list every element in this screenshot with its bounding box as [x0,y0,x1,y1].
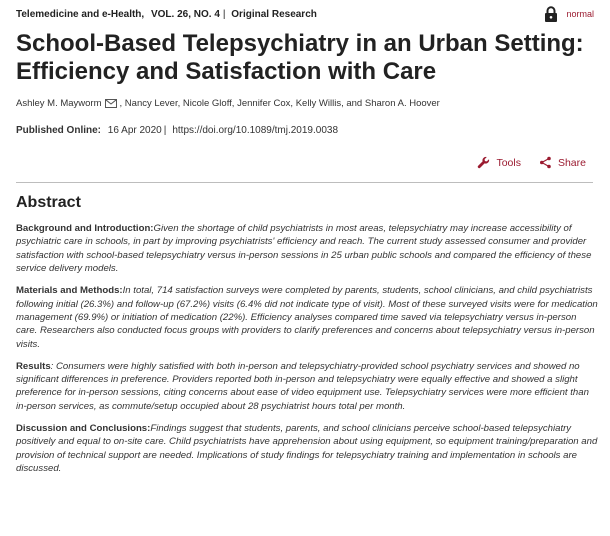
author-first[interactable]: Ashley M. Mayworm [16,98,102,109]
wrench-icon [477,156,490,169]
lock-icon [544,6,558,22]
share-icon [539,156,552,169]
journal-name[interactable]: Telemedicine and e-Health, [16,9,145,20]
author-rest[interactable]: , Nancy Lever, Nicole Gloff, Jennifer Cox, Kelly Willis, and Sharon A. Hoover [119,98,440,109]
published-label: Published Online: [16,125,102,136]
publication-info [16,125,338,136]
abstract-section-discussion [16,422,598,476]
share-button[interactable] [539,156,586,169]
abstract-section-methods [16,284,598,351]
published-separator: | [163,125,167,136]
tools-label: Tools [496,156,521,169]
journal-volume[interactable]: VOL. 26, NO. 4 [150,9,220,20]
section-label: Discussion and Conclusions: [16,422,151,434]
journal-info [16,9,317,20]
published-date: 16 Apr 2020 [107,125,162,136]
access-indicator [544,6,594,22]
abstract-section-background [16,222,598,276]
journal-separator: | [222,9,226,20]
doi-link[interactable]: https://doi.org/10.1089/tmj.2019.0038 [172,125,339,136]
section-text: Findings suggest that students, parents, and school clinicians perceive school-based telepsychiatry positively and equal to on-site care. Child psychiatrists have apprehension about using equipment, so equipment training/preparation and provision of technical support are needed. Implications of study findings for telepsychiatry training and implementation in schools are discussed. [16,422,598,474]
abstract-body [16,222,598,484]
section-label: Results [16,360,51,372]
section-text: Given the shortage of child psychiatrists in most areas, telepsychiatry may increase accessibility of psychiatric care in schools, in part by improving psychiatrists' efficiency and reach. The current study assessed consumer and provider satisfaction with school-based telepsychiatry versus in-person sessions in 25 urban public schools and compared the efficiency of these service delivery models. [16,223,592,275]
share-label: Share [557,156,586,169]
article-type: Original Research [231,9,317,20]
article-actions [477,156,586,169]
mail-icon[interactable] [105,99,117,108]
section-text: : Consumers were highly satisfied with both in-person and telepsychiatry-provided school psychiatry services and showed no significant differences in preference. Providers reported both in-person and telepsychiatry were equally effective and showed a slight preference for in-person sessions, citing concerns about ease of video equipment use. Telepsychiatry services were more efficient than in-person services, as commute/setup occupied about 28 psychiatrist hours total per month. [16,360,589,412]
section-label: Background and Introduction: [16,223,154,234]
abstract-section-results [16,360,598,414]
section-divider [16,182,593,183]
section-label: Materials and Methods: [16,285,123,297]
section-text: In total, 714 satisfaction surveys were completed by parents, students, school clinicians, and child psychiatrists following initial (26.3%) and follow-up (67.2%) visits (6.4% did not indicate type of visit). Most of these surveyed visits were for medication management (69.9%) or initiation of medication (22%). Efficiency analyses compared time saved via telepsychiatry versus in-person care. Researchers also conducted focus groups with providers to clarify preferences and concerns about telepsychiatry versus in-person visits. [16,285,598,350]
article-title: School-Based Telepsychiatry in an Urban Setting: Efficiency and Satisfaction with Care [16,30,584,85]
abstract-heading: Abstract [16,194,81,211]
tools-button[interactable] [477,156,521,169]
access-label: normal [566,9,594,19]
author-list [16,98,440,109]
